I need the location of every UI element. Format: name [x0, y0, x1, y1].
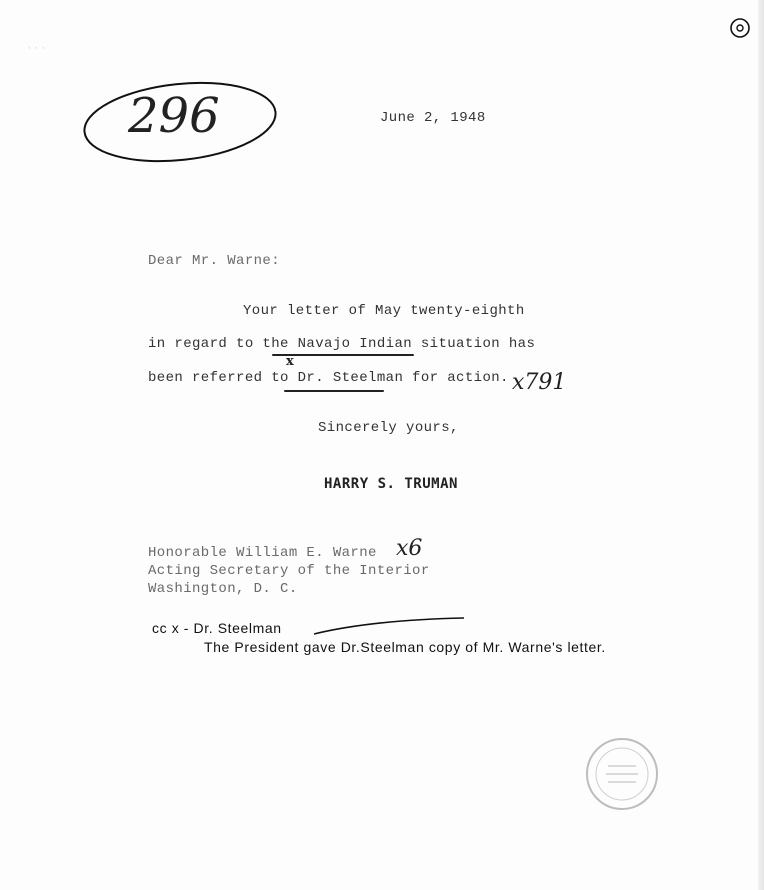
cc-line: cc x - Dr. Steelman	[152, 620, 282, 636]
signature: HARRY S. TRUMAN	[324, 476, 458, 492]
cc-pen-stroke	[312, 614, 472, 638]
salutation: Dear Mr. Warne:	[148, 253, 281, 269]
insert-mark: x	[286, 354, 294, 369]
body-line-1: Your letter of May twenty-eighth	[243, 303, 525, 319]
closing: Sincerely yours,	[318, 420, 459, 436]
library-stamp	[584, 736, 660, 812]
page-edge	[758, 0, 764, 890]
note-line: The President gave Dr.Steelman copy of Mr. Warne's letter.	[204, 639, 606, 655]
addressee-line-2: Acting Secretary of the Interior	[148, 563, 430, 579]
margin-scribble: · · ·	[28, 44, 46, 54]
underline-steelman	[284, 390, 384, 392]
corner-circle-icon	[728, 16, 752, 40]
addressee-line-1: Honorable William E. Warne	[148, 545, 377, 561]
letter-date: June 2, 1948	[380, 110, 486, 126]
addressee-line-3: Washington, D. C.	[148, 581, 298, 597]
body-line-2: in regard to the Navajo Indian situation has	[148, 336, 536, 352]
body-line-3: been referred to Dr. Steelman for action.	[148, 370, 509, 386]
marginal-note-x791: x791	[512, 370, 567, 395]
marginal-note-x6: x6	[396, 536, 423, 561]
file-number: 296	[128, 88, 220, 144]
